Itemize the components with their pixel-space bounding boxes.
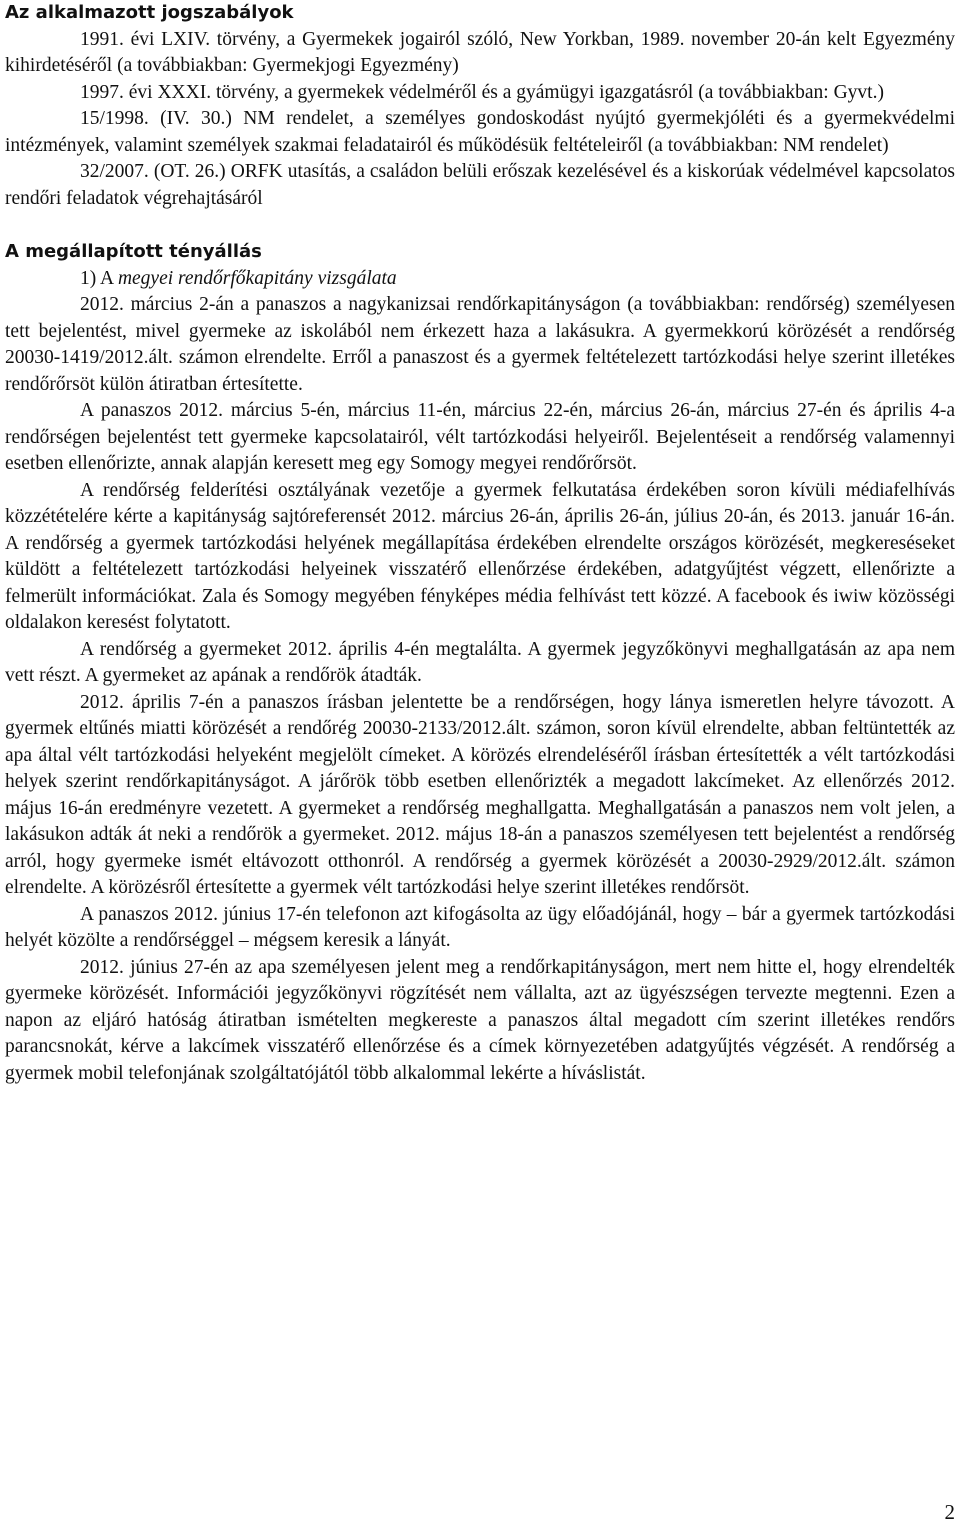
body-paragraph: 2012. június 27-én az apa személyesen jelent meg a rendőrkapitányságon, mert nem hitte el, hogy elrendelték gyermeke körözését. Információi jegyzőkönyvi rögzítését nem vállalta, azt az ügyészségen tervezte megtenni. Ezen a napon az eljáró hatóság átiratban ismételten megkereste a panaszos által megadott cím szerint illetékes rendőrs parancsnokát, kérve a lakcímek visszatérő ellenőrzése és a címek környezetében adatgyűjtés végzését. A rendőrség a gyermek mobil telefonjának szolgáltatójától több alkalommal lekérte a híváslistát. xyxy=(5,956,955,1084)
page-number: 2 xyxy=(944,1500,955,1524)
section-heading-applied-laws: Az alkalmazott jogszabályok xyxy=(5,2,294,23)
spacer xyxy=(5,212,955,239)
section-heading-facts: A megállapított tényállás xyxy=(5,241,262,262)
law-item: 1991. évi LXIV. törvény, a Gyermekek jogairól szóló, New Yorkban, 1989. november 20-án kelt Egyezmény kihirdetéséről (a továbbiakban: Gyermekjogi Egyezmény) xyxy=(5,28,955,76)
law-item: 15/1998. (IV. 30.) NM rendelet, a személyes gondoskodást nyújtó gyermekjóléti és a gyermekvédelmi intézmények, valamint személyek szakmai feladatairól és működésük feltételeiről (a továbbiakban: NM rendelet) xyxy=(5,108,955,156)
subheading xyxy=(5,266,955,293)
body-paragraph: A rendőrség a gyermeket 2012. április 4-én megtalálta. A gyermek jegyzőkönyvi meghallgatásán az apa nem vett részt. A gyermeket az apának a rendőrök átadták. xyxy=(5,638,955,686)
body-paragraph: A rendőrség felderítési osztályának vezetője a gyermek felkutatása érdekében soron kívüli médiafelhívás közzétételére kérte a kapitányság sajtóreferensét 2012. március 26-án, április 26-án, július 20-án, és 2013. január 16-án. A rendőrség a gyermek tartózkodási helyének megállapítása érdekében elrendelte országos körözését, megkereséseket küldött a feltételezett tartózkodási helyeinek visszatérő ellenőrzése érdekében, adatgyűjtést végzett, ellenőrizte a felmerült információkat. Zala és Somogy megyében fényképes média felhívást tett közzé. A facebook és iwiw közösségi oldalakon keresést folytatott. xyxy=(5,479,955,633)
body-paragraph: A panaszos 2012. március 5-én, március 11-én, március 22-én, március 26-án, március 27-én és április 4-a rendőrségen bejelentést tett gyermeke kapcsolatairól, vélt tartózkodási helyeiről. Bejelentéseit a rendőrség valamennyi esetben ellenőrizte, annak alapján keresett meg egy Somogy megyei rendőrőrsöt. xyxy=(5,400,955,474)
body-paragraph: 2012. április 7-én a panaszos írásban jelentette be a rendőrségen, hogy lánya ismeretlen helyre távozott. A gyermek eltűnés miatti körözését a rendőrég 20030-2133/2012.ált. számon, soron kívül elrendelte, abban feltüntették az apa által vélt tartózkodási helyeként megjelölt címeket. A körözés elrendeléséről írásban értesítették a vélt tartózkodási helyek szerint rendőrkapitányságot. A járőrök több esetben ellenőrizték a megadott lakcímeket. Az ellenőrzés 2012. május 16-án eredményre vezetett. A gyermeket a rendőrség meghallgatta. Meghallgatásán a panaszos nem volt jelen, a lakásukon adták át neki a rendőrök a gyermeket. 2012. május 18-án a panaszos személyesen tett bejelentést a rendőrség arról, hogy gyermeke ismét eltávozott otthonról. A rendőrség a gyermek körözését a 20030-2929/2012.ált. számon elrendelte. A körözésről értesítette a gyermek vélt tartózkodási helye szerint illetékes rendőrsöt. xyxy=(5,691,955,898)
subheading-prefix: 1) A xyxy=(80,267,118,289)
document-page xyxy=(5,0,955,1087)
subheading-italic: megyei rendőrfőkapitány vizsgálata xyxy=(117,267,397,289)
law-item: 1997. évi XXXI. törvény, a gyermekek védelméről és a gyámügyi igazgatásról (a továbbiakban: Gyvt.) xyxy=(80,81,884,103)
body-paragraph: 2012. március 2-án a panaszos a nagykanizsai rendőrkapitányságon (a továbbiakban: rendőrség) személyesen tett bejelentést, mivel gyermeke az iskolából nem érkezett haza a lakásukra. A gyermekkorú körözését a rendőrség 20030-1419/2012.ált. számon elrendelte. Erről a panaszost és a gyermek feltételezett tartózkodási helye szerint illetékes rendőrőrsöt külön átiratban értesítette. xyxy=(5,294,955,395)
body-paragraph: A panaszos 2012. június 17-én telefonon azt kifogásolta az ügy előadójánál, hogy – bár a gyermek tartózkodási helyét közölte a rendőrséggel – mégsem keresik a lányát. xyxy=(5,903,955,951)
law-item: 32/2007. (OT. 26.) ORFK utasítás, a családon belüli erőszak kezelésével és a kiskorúak védelmével kapcsolatos rendőri feladatok végrehajtásáról xyxy=(5,161,955,209)
